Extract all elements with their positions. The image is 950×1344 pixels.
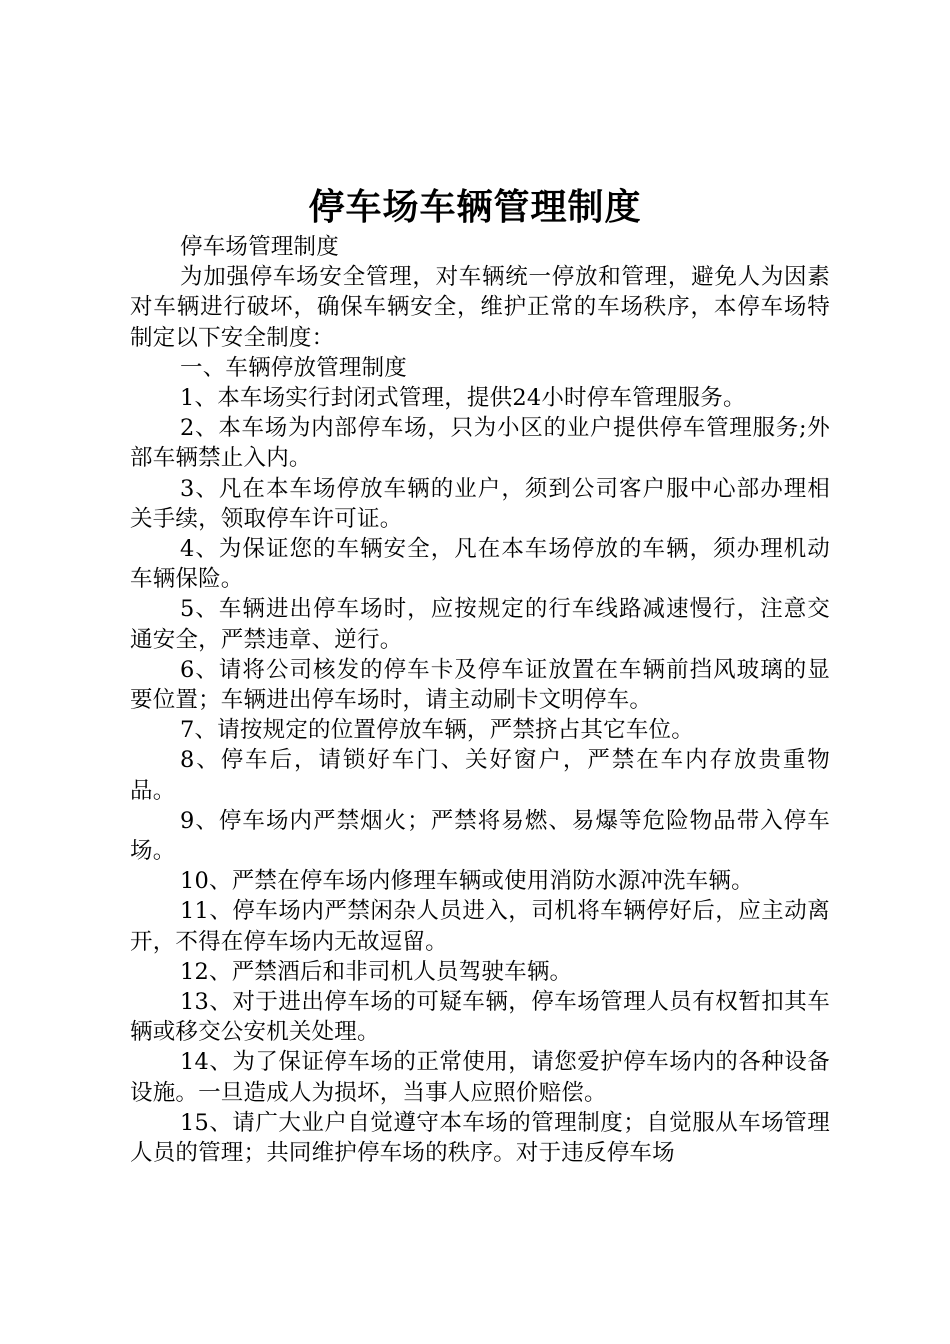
document-body — [130, 232, 830, 1168]
rule-item-10: 10、严禁在停车场内修理车辆或使用消防水源冲洗车辆。 — [180, 868, 754, 895]
rule-item-4: 4、为保证您的车辆安全，凡在本车场停放的车辆，须办理机动车辆保险。 — [130, 536, 830, 593]
section-heading: 一、车辆停放管理制度 — [180, 354, 408, 381]
rule-item-14: 14、为了保证停车场的正常使用，请您爱护停车场内的各种设备设施。一旦造成人为损坏，当事人应照价赔偿。 — [130, 1049, 830, 1106]
rule-item-15: 15、请广大业户自觉遵守本车场的管理制度；自觉服从车场管理人员的管理；共同维护停车场的秩序。对于违反停车场 — [130, 1109, 830, 1167]
rule-item-8: 8、停车后，请锁好车门、关好窗户，严禁在车内存放贵重物品。 — [130, 747, 830, 804]
rule-item-9: 9、停车场内严禁烟火；严禁将易燃、易爆等危险物品带入停车场。 — [130, 807, 830, 865]
rule-item-13: 13、对于进出停车场的可疑车辆，停车场管理人员有权暂扣其车辆或移交公安机关处理。 — [130, 989, 830, 1046]
rule-item-6: 6、请将公司核发的停车卡及停车证放置在车辆前挡风玻璃的显要位置；车辆进出停车场时，请主动刷卡文明停车。 — [130, 656, 830, 714]
paragraph-subtitle: 停车场管理制度 — [180, 234, 339, 260]
rule-item-1: 1、本车场实行封闭式管理，提供24小时停车管理服务。 — [180, 385, 746, 412]
rule-item-11: 11、停车场内严禁闲杂人员进入，司机将车辆停好后，应主动离开，不得在停车场内无故逗留。 — [130, 898, 830, 955]
rule-item-2: 2、本车场为内部停车场，只为小区的业户提供停车管理服务;外部车辆禁止入内。 — [130, 415, 830, 472]
rule-item-7: 7、请按规定的位置停放车辆，严禁挤占其它车位。 — [180, 717, 694, 744]
rule-item-12: 12、严禁酒后和非司机人员驾驶车辆。 — [180, 958, 573, 985]
document-title: 停车场车辆管理制度 — [308, 187, 642, 228]
paragraph-intro: 为加强停车场安全管理，对车辆统一停放和管理，避免人为因素对车辆进行破坏，确保车辆安全，维护正常的车场秩序，本停车场特制定以下安全制度： — [130, 264, 830, 351]
rule-item-5: 5、车辆进出停车场时，应按规定的行车线路减速慢行，注意交通安全，严禁违章、逆行。 — [130, 596, 830, 653]
rule-item-3: 3、凡在本车场停放车辆的业户，须到公司客户服中心部办理相关手续，领取停车许可证。 — [130, 475, 830, 532]
